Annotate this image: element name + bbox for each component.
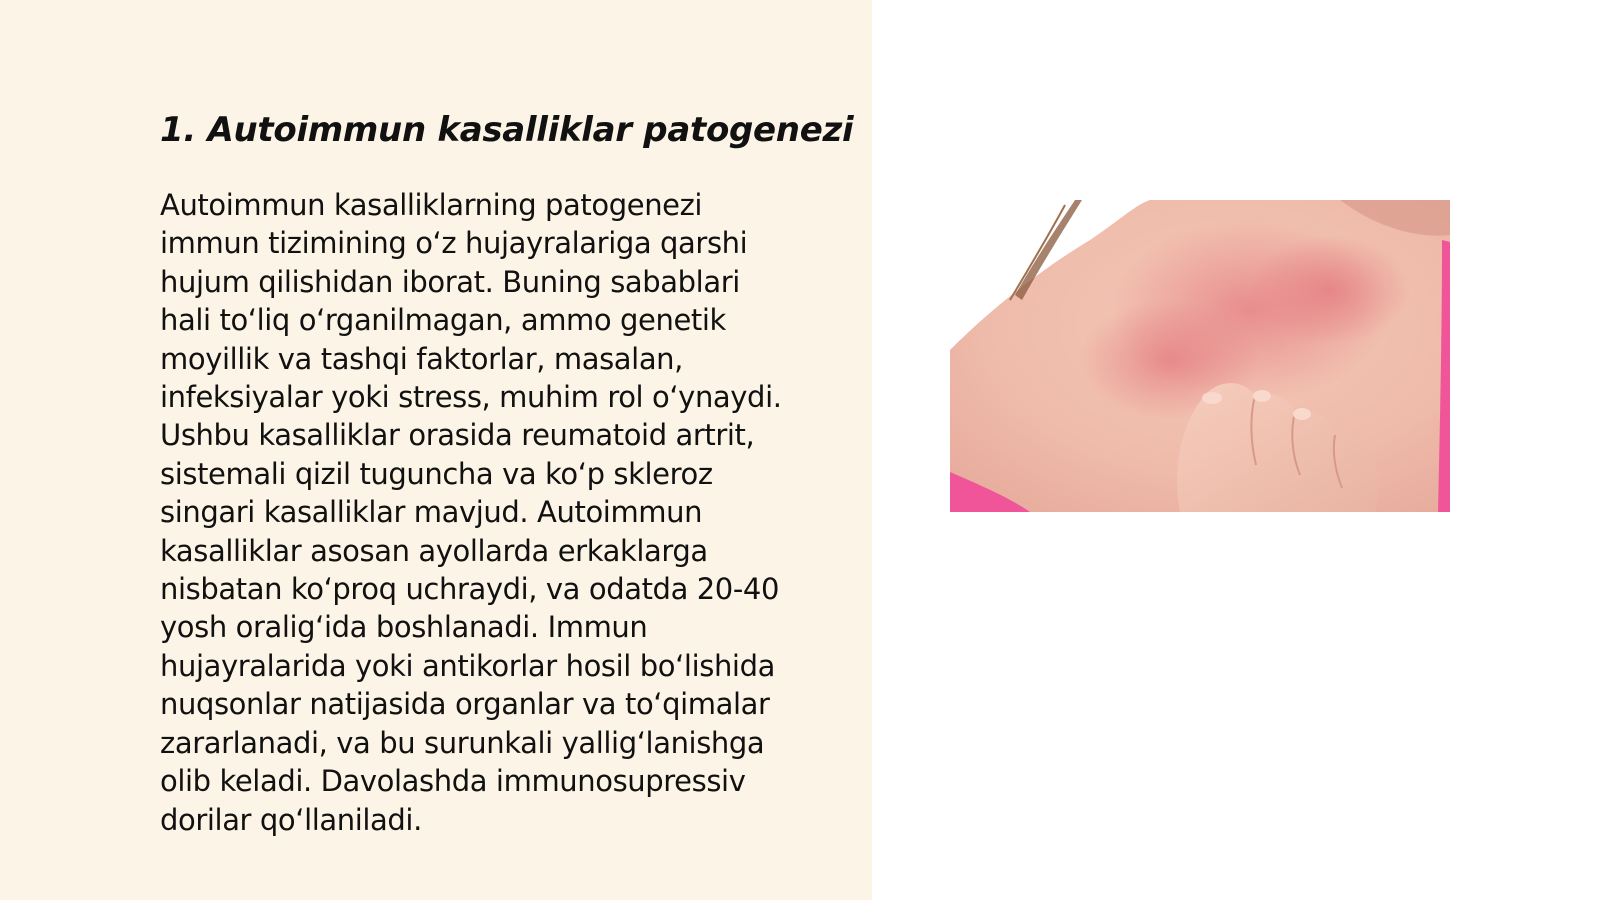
neck-rash-photo	[950, 200, 1450, 512]
body-line: Ushbu kasalliklar orasida reumatoid artrit,	[160, 418, 755, 453]
body-line: Autoimmun kasalliklarning patogenezi	[160, 188, 703, 222]
body-line: hali to‘liq o‘rganilmagan, ammo genetik	[160, 303, 726, 338]
body-line: dorilar qo‘llaniladi.	[160, 802, 422, 837]
body-line: nuqsonlar natijasida organlar va to‘qimalar	[160, 687, 770, 722]
body-line: hujayralarida yoki antikorlar hosil bo‘lishida	[160, 648, 775, 683]
body-line: singari kasalliklar mavjud. Autoimmun	[160, 495, 703, 530]
body-line: yosh oralig‘ida boshlanadi. Immun	[160, 610, 648, 645]
body-line: infeksiyalar yoki stress, muhim rol o‘ynaydi.	[160, 380, 782, 415]
photo-neck-rash-icon	[950, 200, 1450, 512]
body-line: sistemali qizil tuguncha va ko‘p skleroz	[160, 456, 713, 491]
body-line: immun tizimining o‘z hujayralariga qarshi	[160, 226, 748, 261]
body-line: nisbatan ko‘proq uchraydi, va odatda 20-40	[160, 572, 780, 607]
body-line: zararlanadi, va bu surunkali yallig‘lanishga	[160, 725, 765, 760]
body-line: kasalliklar asosan ayollarda erkaklarga	[160, 533, 708, 568]
body-line: olib keladi. Davolashda immunosupressiv	[160, 764, 746, 799]
body-line: hujum qilishidan iborat. Buning sabablari	[160, 264, 740, 299]
body-line: moyillik va tashqi faktorlar, masalan,	[160, 341, 683, 376]
slide-body	[160, 186, 840, 839]
slide-title: 1. Autoimmun kasalliklar patogenezi	[160, 110, 854, 150]
